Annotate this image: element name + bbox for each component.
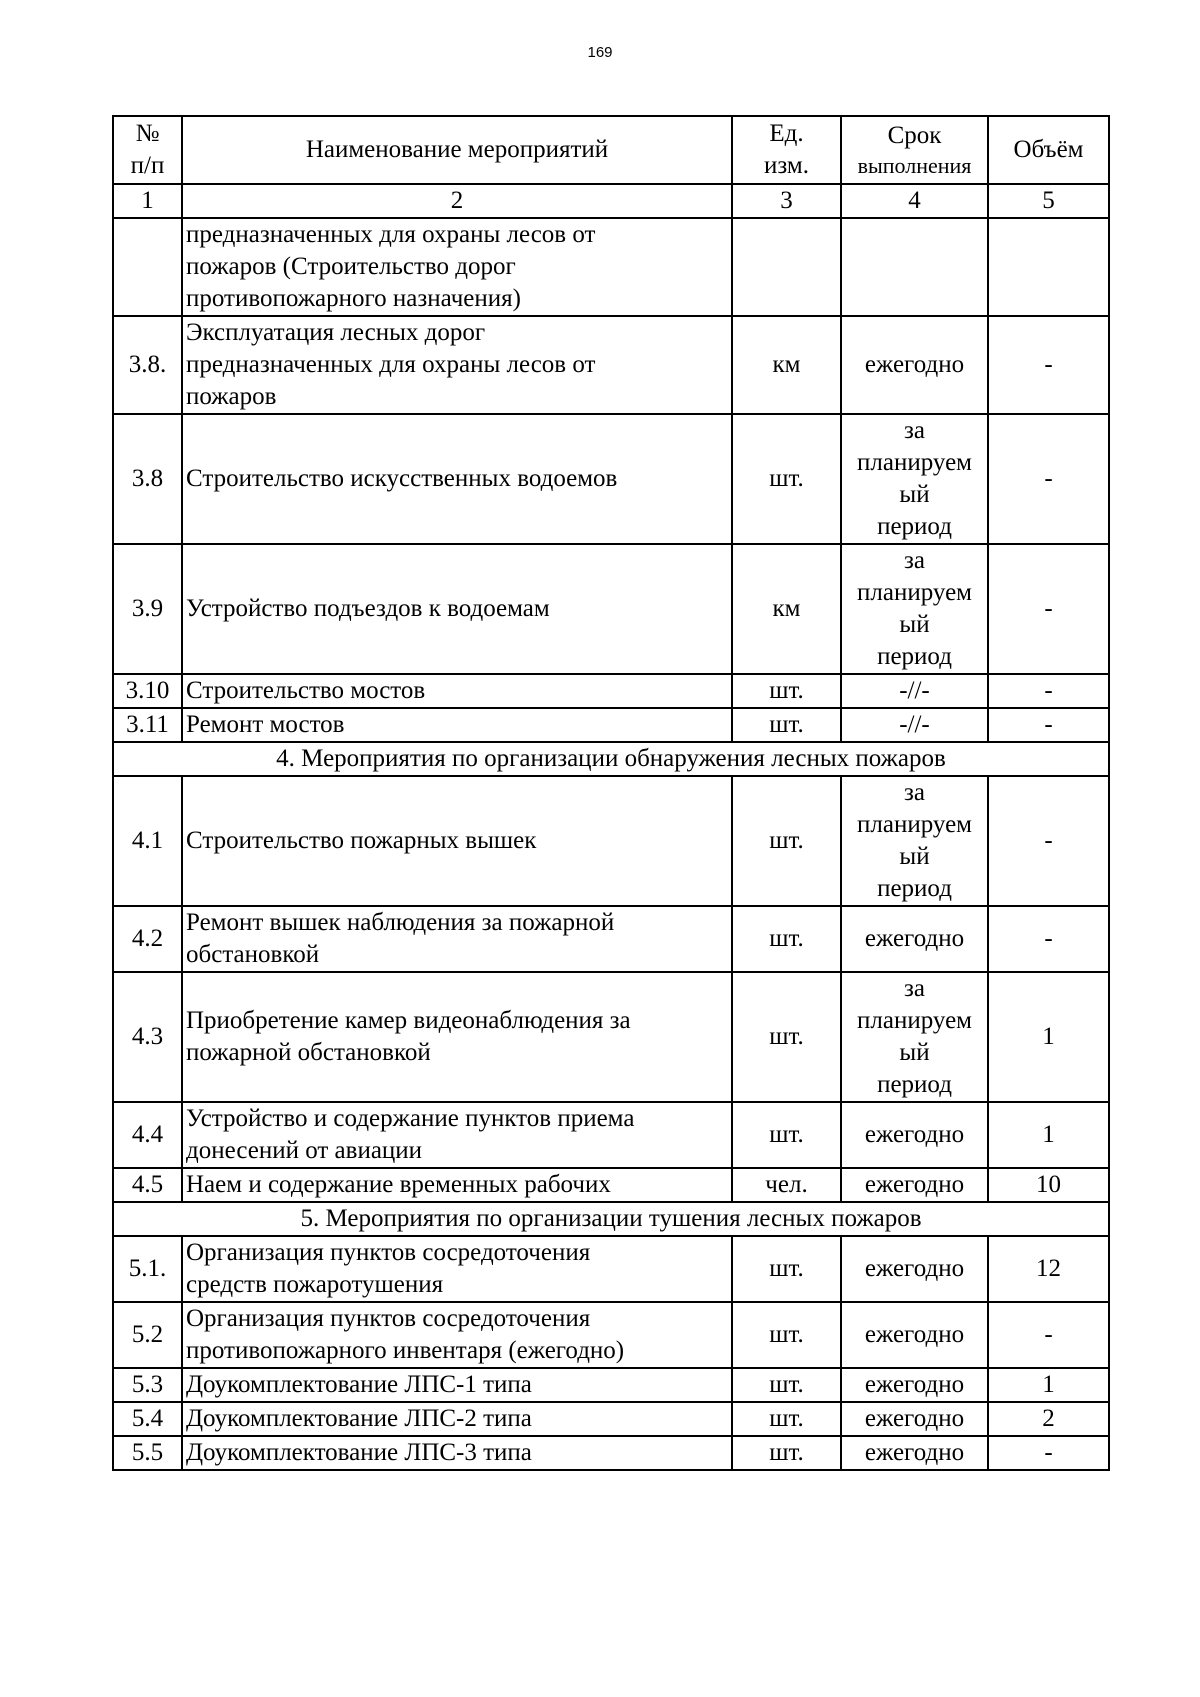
table-body (113, 218, 1109, 1470)
volume (988, 218, 1109, 316)
measure-name (182, 1236, 732, 1302)
term-line: ый (899, 1039, 930, 1066)
measure-name (182, 1402, 732, 1436)
measure-name-line: противопожарного инвентаря (ежегодно) (186, 1337, 625, 1364)
term (841, 1402, 988, 1436)
volume: 1 (988, 972, 1109, 1102)
measure-name (182, 1102, 732, 1168)
table-row (113, 1102, 1109, 1168)
term (841, 1436, 988, 1470)
term-line: ежегодно (864, 1171, 965, 1198)
unit: шт. (732, 1368, 841, 1402)
term-line: планируем (857, 449, 972, 476)
volume: - (988, 1436, 1109, 1470)
table-row (113, 1402, 1109, 1436)
unit: км (732, 316, 841, 414)
table-row (113, 1368, 1109, 1402)
column-number: 3 (732, 184, 841, 218)
table-row (113, 674, 1109, 708)
measure-name (182, 674, 732, 708)
measure-name-line: Доукомплектование ЛПС-3 типа (186, 1439, 532, 1466)
term-line: ый (899, 611, 930, 638)
column-number-row (113, 184, 1109, 218)
measure-name-line: Наем и содержание временных рабочих (186, 1171, 611, 1198)
measure-name (182, 414, 732, 544)
term-line: ежегодно (864, 1255, 965, 1282)
header-name: Наименование мероприятий (182, 116, 732, 184)
unit: км (732, 544, 841, 674)
term (841, 674, 988, 708)
unit: шт. (732, 674, 841, 708)
unit: шт. (732, 414, 841, 544)
row-number: 5.4 (113, 1402, 182, 1436)
unit: шт. (732, 906, 841, 972)
measure-name (182, 544, 732, 674)
section-title: 4. Мероприятия по организации обнаружения лесных пожаров (113, 742, 1109, 776)
row-number: 4.1 (113, 776, 182, 906)
table-row (113, 1302, 1109, 1368)
term-line: период (877, 1071, 952, 1098)
measure-name-line: донесений от авиации (186, 1137, 423, 1164)
term-line: за (904, 975, 925, 1002)
measure-name (182, 316, 732, 414)
measure-name (182, 906, 732, 972)
measure-name-line: Строительство мостов (186, 677, 426, 704)
term-line: планируем (857, 579, 972, 606)
table-row (113, 972, 1109, 1102)
row-number: 4.4 (113, 1102, 182, 1168)
volume: - (988, 776, 1109, 906)
measure-name (182, 972, 732, 1102)
section-title: 5. Мероприятия по организации тушения лесных пожаров (113, 1202, 1109, 1236)
measure-name-line: Строительство искусственных водоемов (186, 465, 618, 492)
measure-name (182, 218, 732, 316)
term (841, 906, 988, 972)
measure-name (182, 1302, 732, 1368)
table-row (113, 218, 1109, 316)
measure-name-line: пожарной обстановкой (186, 1039, 431, 1066)
row-number: 5.5 (113, 1436, 182, 1470)
row-number: 4.3 (113, 972, 182, 1102)
row-number: 5.1. (113, 1236, 182, 1302)
row-number: 3.8. (113, 316, 182, 414)
row-number: 3.11 (113, 708, 182, 742)
measure-name-line: Ремонт мостов (186, 711, 345, 738)
term-line: -//- (899, 711, 930, 738)
volume: - (988, 708, 1109, 742)
measure-name-line: Доукомплектование ЛПС-1 типа (186, 1371, 532, 1398)
header-unit: Ед. изм. (732, 116, 841, 184)
term-line: планируем (857, 811, 972, 838)
term (841, 1236, 988, 1302)
row-number: 4.2 (113, 906, 182, 972)
measure-name-line: Доукомплектование ЛПС-2 типа (186, 1405, 532, 1432)
term (841, 316, 988, 414)
term-line: ежегодно (864, 1439, 965, 1466)
measure-name-line: Строительство пожарных вышек (186, 827, 537, 854)
measure-name-line: пожаров (186, 383, 277, 410)
measure-name (182, 1436, 732, 1470)
measures-table (112, 115, 1110, 1471)
unit: шт. (732, 708, 841, 742)
term-line: ежегодно (864, 925, 965, 952)
table-row (113, 1236, 1109, 1302)
header-term: Срок выполнения (841, 116, 988, 184)
unit: шт. (732, 1302, 841, 1368)
measure-name-line: Устройство и содержание пунктов приема (186, 1105, 635, 1132)
volume: - (988, 674, 1109, 708)
section-heading-row (113, 1202, 1109, 1236)
term (841, 1302, 988, 1368)
term (841, 972, 988, 1102)
term-line: ежегодно (864, 1405, 965, 1432)
row-number: 3.9 (113, 544, 182, 674)
measure-name-line: Эксплуатация лесных дорог (186, 319, 486, 346)
term (841, 776, 988, 906)
header-row (113, 116, 1109, 184)
volume: 1 (988, 1368, 1109, 1402)
table-row (113, 708, 1109, 742)
term-line: период (877, 513, 952, 540)
row-number: 5.2 (113, 1302, 182, 1368)
row-number: 5.3 (113, 1368, 182, 1402)
unit: шт. (732, 1236, 841, 1302)
measure-name (182, 1368, 732, 1402)
term (841, 414, 988, 544)
section-heading-row (113, 742, 1109, 776)
term-line: ый (899, 481, 930, 508)
table-row (113, 316, 1109, 414)
measure-name-line: обстановкой (186, 941, 320, 968)
volume: 10 (988, 1168, 1109, 1202)
volume: - (988, 1302, 1109, 1368)
unit (732, 218, 841, 316)
measure-name (182, 1168, 732, 1202)
term (841, 1102, 988, 1168)
unit: шт. (732, 1402, 841, 1436)
measure-name-line: противопожарного назначения) (186, 285, 521, 312)
row-number: 3.10 (113, 674, 182, 708)
unit: шт. (732, 776, 841, 906)
header-num: № п/п (113, 116, 182, 184)
term-line: ежегодно (864, 1121, 965, 1148)
volume: - (988, 906, 1109, 972)
term-line: планируем (857, 1007, 972, 1034)
measure-name-line: Ремонт вышек наблюдения за пожарной (186, 909, 615, 936)
term-line: ый (899, 843, 930, 870)
measure-name-line: средств пожаротушения (186, 1271, 444, 1298)
term (841, 1168, 988, 1202)
volume: - (988, 544, 1109, 674)
volume: - (988, 414, 1109, 544)
table-row (113, 1168, 1109, 1202)
unit: шт. (732, 1436, 841, 1470)
measure-name-line: пожаров (Строительство дорог (186, 253, 516, 280)
measure-name-line: Организация пунктов сосредоточения (186, 1239, 591, 1266)
measure-name (182, 776, 732, 906)
term (841, 218, 988, 316)
term-line: ежегодно (864, 351, 965, 378)
table-row (113, 544, 1109, 674)
term (841, 544, 988, 674)
header-volume: Объём (988, 116, 1109, 184)
term-line: за (904, 417, 925, 444)
term (841, 708, 988, 742)
measure-name-line: Устройство подъездов к водоемам (186, 595, 550, 622)
table-row (113, 414, 1109, 544)
term-line: период (877, 875, 952, 902)
column-number: 1 (113, 184, 182, 218)
measure-name-line: Приобретение камер видеонаблюдения за (186, 1007, 631, 1034)
measure-name-line: предназначенных для охраны лесов от (186, 221, 596, 248)
volume: 2 (988, 1402, 1109, 1436)
term (841, 1368, 988, 1402)
measure-name (182, 708, 732, 742)
measure-name-line: Организация пунктов сосредоточения (186, 1305, 591, 1332)
volume: - (988, 316, 1109, 414)
table-row (113, 906, 1109, 972)
term-line: за (904, 547, 925, 574)
table-row (113, 1436, 1109, 1470)
row-number: 3.8 (113, 414, 182, 544)
row-number (113, 218, 182, 316)
volume: 1 (988, 1102, 1109, 1168)
unit: шт. (732, 972, 841, 1102)
term-line: за (904, 779, 925, 806)
unit: шт. (732, 1102, 841, 1168)
column-number: 4 (841, 184, 988, 218)
page-number: 169 (587, 44, 613, 61)
term-line: ежегодно (864, 1321, 965, 1348)
column-number: 5 (988, 184, 1109, 218)
row-number: 4.5 (113, 1168, 182, 1202)
column-number: 2 (182, 184, 732, 218)
term-line: -//- (899, 677, 930, 704)
table-row (113, 776, 1109, 906)
volume: 12 (988, 1236, 1109, 1302)
term-line: ежегодно (864, 1371, 965, 1398)
unit: чел. (732, 1168, 841, 1202)
term-line: период (877, 643, 952, 670)
measure-name-line: предназначенных для охраны лесов от (186, 351, 596, 378)
